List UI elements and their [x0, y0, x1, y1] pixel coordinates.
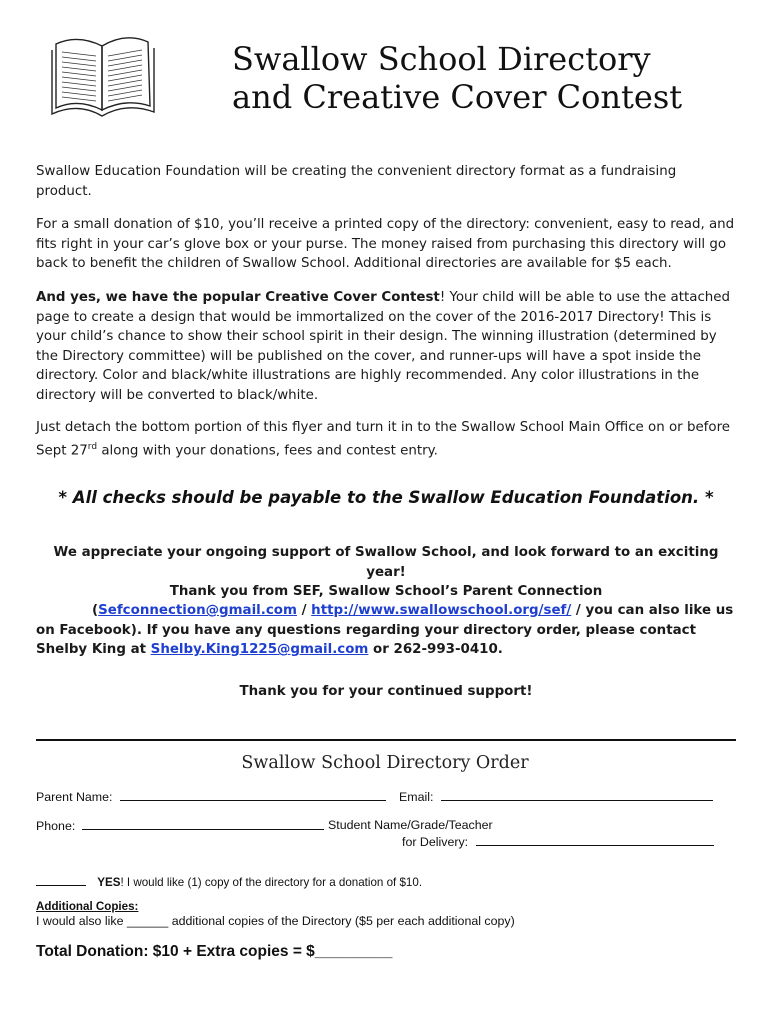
checks-payable-note: * All checks should be payable to the Swallow Education Foundation. *	[58, 488, 714, 507]
separator: /	[296, 603, 312, 618]
detach-divider	[36, 739, 736, 741]
contact-phone: or 262-993-0410.	[368, 642, 503, 657]
additional-copies-field[interactable]: ______	[126, 914, 169, 928]
phone-label: Phone:	[36, 819, 76, 833]
sef-email-link[interactable]: Sefconnection@gmail.com	[98, 603, 297, 618]
intro-paragraph-1: Swallow Education Foundation will be creating the convenient directory format as a fundraising product.	[36, 164, 677, 199]
title-line-1: Swallow School Directory	[232, 40, 651, 78]
parent-name-label: Parent Name:	[36, 790, 113, 804]
contest-text: ! Your child will be able to use the attached page to create a design that would be immortalized on the cover of the 2016-2017 Directory! This is your child’s chance to show their school spirit in their design. The winning illustration (determined by the Directory committee) will be published on the cover, and runner-ups will have a spot inside the directory. Color and black/white illustrations are highly recommended. Any color illustrations in the directory will be converted to black/white.	[36, 290, 731, 403]
yes-label: YES	[97, 876, 121, 889]
email-field[interactable]	[441, 789, 713, 801]
parent-name-field[interactable]	[120, 789, 386, 801]
deadline-text-a: Just detach the bottom portion of this flyer and turn it in to the Swallow School Main Office on or before Sept 27	[36, 420, 731, 458]
delivery-row	[402, 834, 714, 849]
yes-row	[36, 874, 422, 889]
open-book-icon	[48, 30, 158, 122]
closing-thanks: Thank you for your continued support!	[239, 684, 533, 699]
yes-copies-field[interactable]	[36, 874, 86, 886]
contact-paragraph	[36, 601, 736, 660]
phone-field[interactable]	[82, 818, 324, 830]
page-title	[232, 40, 682, 116]
thanks-line: Thank you from SEF, Swallow School’s Parent Connection	[169, 584, 603, 599]
contact-text: / you can also like us on Facebook). If you have any questions regarding your directory order, please contact Shelby King at	[36, 603, 734, 657]
order-form-title: Swallow School Directory Order	[241, 753, 529, 773]
additional-text-b: additional copies of the Directory ($5 per each additional copy)	[168, 914, 515, 928]
delivery-label: for Delivery:	[402, 835, 469, 849]
contest-paragraph	[36, 288, 736, 405]
student-label: Student Name/Grade/Teacher	[328, 818, 493, 832]
yes-text: ! I would like (1) copy of the directory for a donation of $10.	[120, 876, 423, 889]
deadline-text-b: along with your donations, fees and contest entry.	[97, 442, 438, 458]
shelby-email-link[interactable]: Shelby.King1225@gmail.com	[150, 642, 369, 657]
phone-row	[36, 818, 324, 833]
intro-paragraph-2: For a small donation of $10, you’ll receive a printed copy of the directory: convenient, easy to read, and fits right in your car’s glove box or your purse. The money raised from purchasing this directory will go back to benefit the children of Swallow School. Additional directories are available for $5 each.	[36, 217, 735, 271]
sef-website-link[interactable]: http://www.swallowschool.org/sef/	[311, 603, 572, 618]
parent-name-row	[36, 789, 386, 804]
email-label: Email:	[399, 790, 434, 804]
additional-text-a: I would also like	[36, 914, 127, 928]
deadline-paragraph	[36, 418, 736, 460]
additional-copies-row	[36, 914, 515, 928]
additional-copies-heading: Additional Copies:	[36, 900, 139, 913]
open-paren: (	[92, 603, 99, 618]
appreciation-line: We appreciate your ongoing support of Swallow School, and look forward to an exciting year!	[53, 545, 719, 580]
total-donation-line: Total Donation: $10 + Extra copies = $_________	[36, 943, 393, 960]
title-line-2: and Creative Cover Contest	[232, 78, 683, 116]
deadline-superscript: rd	[87, 441, 98, 452]
contest-heading: And yes, we have the popular Creative Cover Contest	[36, 290, 440, 305]
student-delivery-field[interactable]	[476, 834, 714, 846]
email-row	[399, 789, 713, 804]
